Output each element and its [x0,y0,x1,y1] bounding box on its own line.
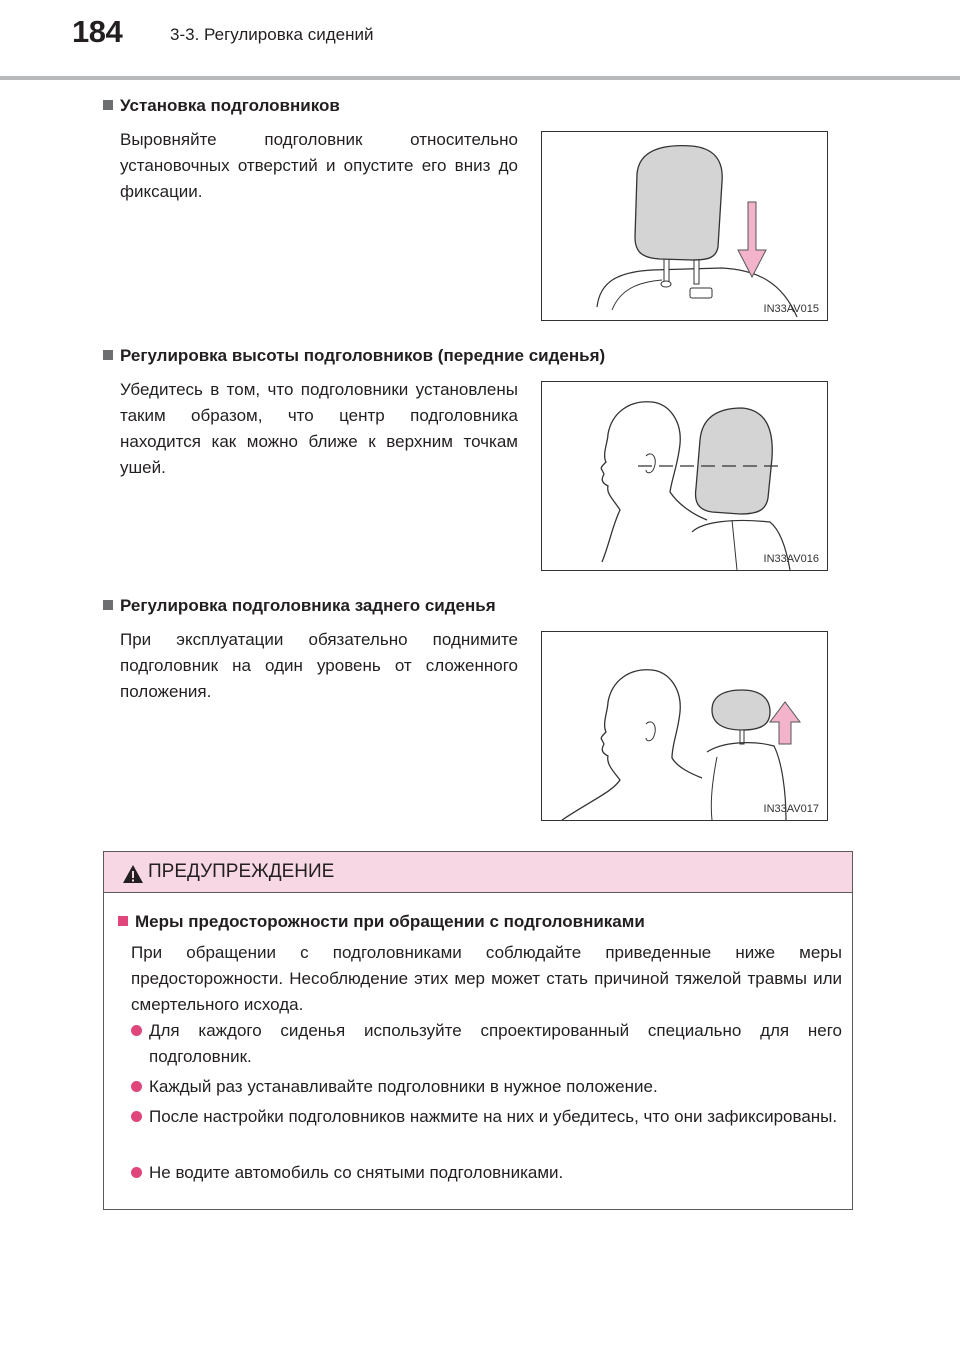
warning-box [103,851,853,1210]
figure-rear-headrest [541,631,828,821]
warning-bullet: Каждый раз устанавливайте подголовники в нужное положение. [131,1074,842,1100]
section-text-rear: При эксплуатации обязательно поднимите подголовник на один уровень от сложенного положения. [120,630,518,701]
figure-code: IN33AV017 [763,803,819,815]
section-heading-rear: Регулировка подголовника заднего сиденья [103,596,496,616]
warning-bullet: После настройки подголовников нажмите на них и убедитесь, что они зафиксированы. [131,1104,842,1130]
warning-title: ПРЕДУПРЕЖДЕНИЕ [148,861,335,882]
figure-install-headrest [541,131,828,321]
section-text-height: Убедитесь в том, что подголовники установлены таким образом, что центр подголовника находится как можно ближе к верхним точкам ушей. [120,380,518,477]
circle-bullet-icon [131,1025,142,1036]
figure-code: IN33AV016 [763,553,819,565]
section-title: 3-3. Регулировка сидений [170,25,374,44]
warning-bullet: Не водите автомобиль со снятыми подголовниками. [131,1160,842,1186]
circle-bullet-icon [131,1167,142,1178]
warning-intro: При обращении с подголовниками соблюдайте приведенные ниже меры предосторожности. Несоблюдение этих мер может стать причиной тяжелой травмы или смертельного исхода. [131,943,842,1014]
warning-subtitle: Меры предосторожности при обращении с подголовниками [118,912,645,932]
warning-bullet: Для каждого сиденья используйте спроектированный специально для него подголовник. [131,1018,842,1070]
warning-triangle-icon [122,864,144,889]
circle-bullet-icon [131,1111,142,1122]
square-bullet-icon [118,916,128,926]
figure-code: IN33AV015 [763,303,819,315]
section-heading-install: Установка подголовников [103,96,340,116]
square-bullet-icon [103,350,113,360]
warning-header [104,852,852,893]
header-divider [0,76,960,80]
square-bullet-icon [103,100,113,110]
circle-bullet-icon [131,1081,142,1092]
section-text-install: Выровняйте подголовник относительно установочных отверстий и опустите его вниз до фиксации. [120,130,518,201]
figure-height-headrest [541,381,828,571]
page-number: 184 [72,14,123,49]
square-bullet-icon [103,600,113,610]
section-heading-height: Регулировка высоты подголовников (передние сиденья) [103,346,605,366]
